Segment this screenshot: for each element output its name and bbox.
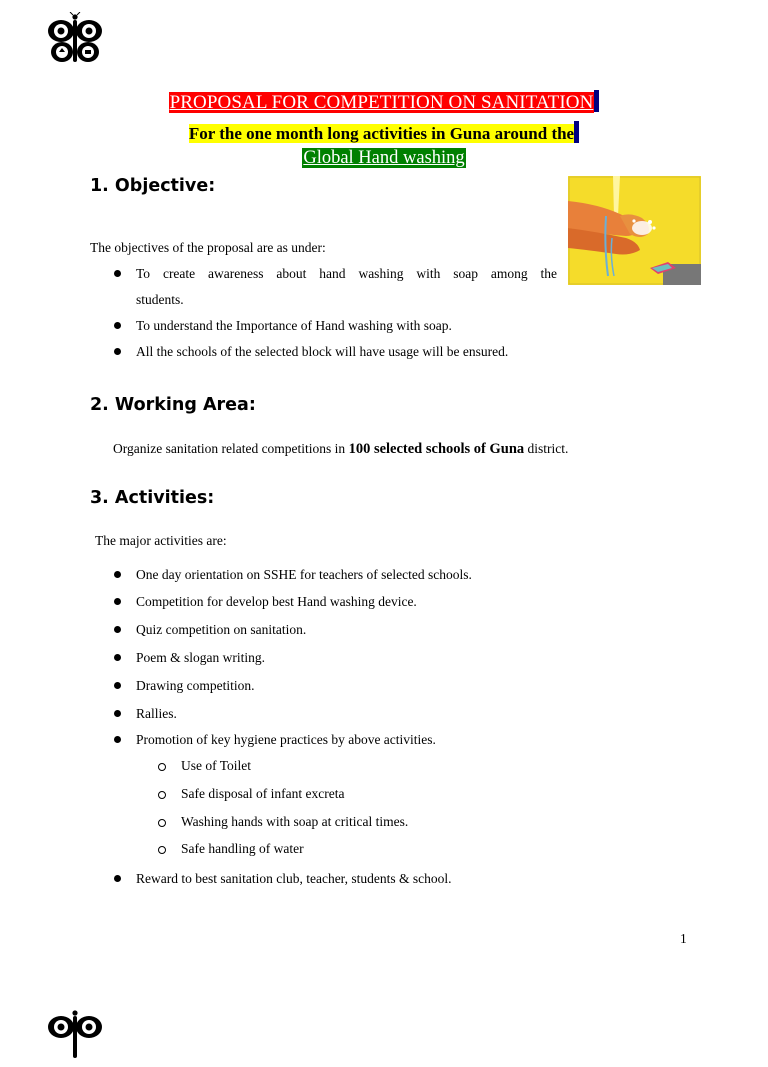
list-bullet <box>114 598 121 605</box>
list-item: Competition for develop best Hand washing device. <box>136 594 417 609</box>
list-item: Promotion of key hygiene practices by above activities. <box>136 732 436 747</box>
list-bullet <box>114 682 121 689</box>
sub-list-bullet <box>158 791 166 799</box>
working-area-text-end: district. <box>524 441 569 456</box>
sub-list-bullet <box>158 763 166 771</box>
list-bullet <box>114 626 121 633</box>
list-bullet <box>114 322 121 329</box>
sub-list-item: Use of Toilet <box>181 758 252 773</box>
list-bullet <box>114 348 121 355</box>
sub-list-bullet <box>158 819 166 827</box>
title-marker <box>594 90 599 112</box>
objective-intro: The objectives of the proposal are as under: <box>90 240 326 255</box>
subtitle2-text: Global Hand washing <box>303 148 465 168</box>
subtitle-text: For the one month long activities in Guna around the <box>188 124 575 143</box>
working-area-heading: 2. Working Area: <box>90 395 256 415</box>
list-bullet <box>114 270 121 277</box>
list-item: Reward to best sanitation club, teacher, students & school. <box>136 871 452 886</box>
list-item: One day orientation on SSHE for teachers of selected schools. <box>136 567 472 582</box>
subtitle-marker <box>574 121 579 143</box>
document-title <box>0 90 768 114</box>
document-subtitle-2 <box>0 148 768 169</box>
document-subtitle <box>0 121 768 144</box>
butterfly-logo-icon <box>46 12 104 66</box>
working-area-text <box>113 440 568 458</box>
title-text: PROPOSAL FOR COMPETITION ON SANITATION <box>169 92 594 113</box>
page-number: 1 <box>680 931 687 946</box>
sub-list-item: Safe handling of water <box>181 841 304 856</box>
list-item-continued: students. <box>136 292 184 307</box>
list-item: Poem & slogan writing. <box>136 650 265 665</box>
list-item: All the schools of the selected block will have usage will be ensured. <box>136 344 509 359</box>
sub-list-bullet <box>158 846 166 854</box>
list-item: To understand the Importance of Hand washing with soap. <box>136 318 452 333</box>
sub-list-item: Washing hands with soap at critical times. <box>181 814 409 829</box>
hand-washing-illustration <box>568 176 701 285</box>
working-area-text-bold: 100 selected schools of Guna <box>348 441 525 457</box>
working-area-text-start: Organize sanitation related competitions in <box>113 441 349 456</box>
butterfly-logo-icon <box>46 1008 104 1062</box>
list-item: Quiz competition on sanitation. <box>136 622 307 637</box>
list-item: To create awareness about hand washing with soap among the <box>136 266 557 281</box>
list-bullet <box>114 654 121 661</box>
list-bullet <box>114 736 121 743</box>
list-item: Rallies. <box>136 706 177 721</box>
list-item: Drawing competition. <box>136 678 255 693</box>
list-bullet <box>114 710 121 717</box>
list-bullet <box>114 875 121 882</box>
activities-heading: 3. Activities: <box>90 488 215 508</box>
objective-heading: 1. Objective: <box>90 176 216 196</box>
activities-intro: The major activities are: <box>95 533 227 548</box>
list-bullet <box>114 571 121 578</box>
sub-list-item: Safe disposal of infant excreta <box>181 786 345 801</box>
